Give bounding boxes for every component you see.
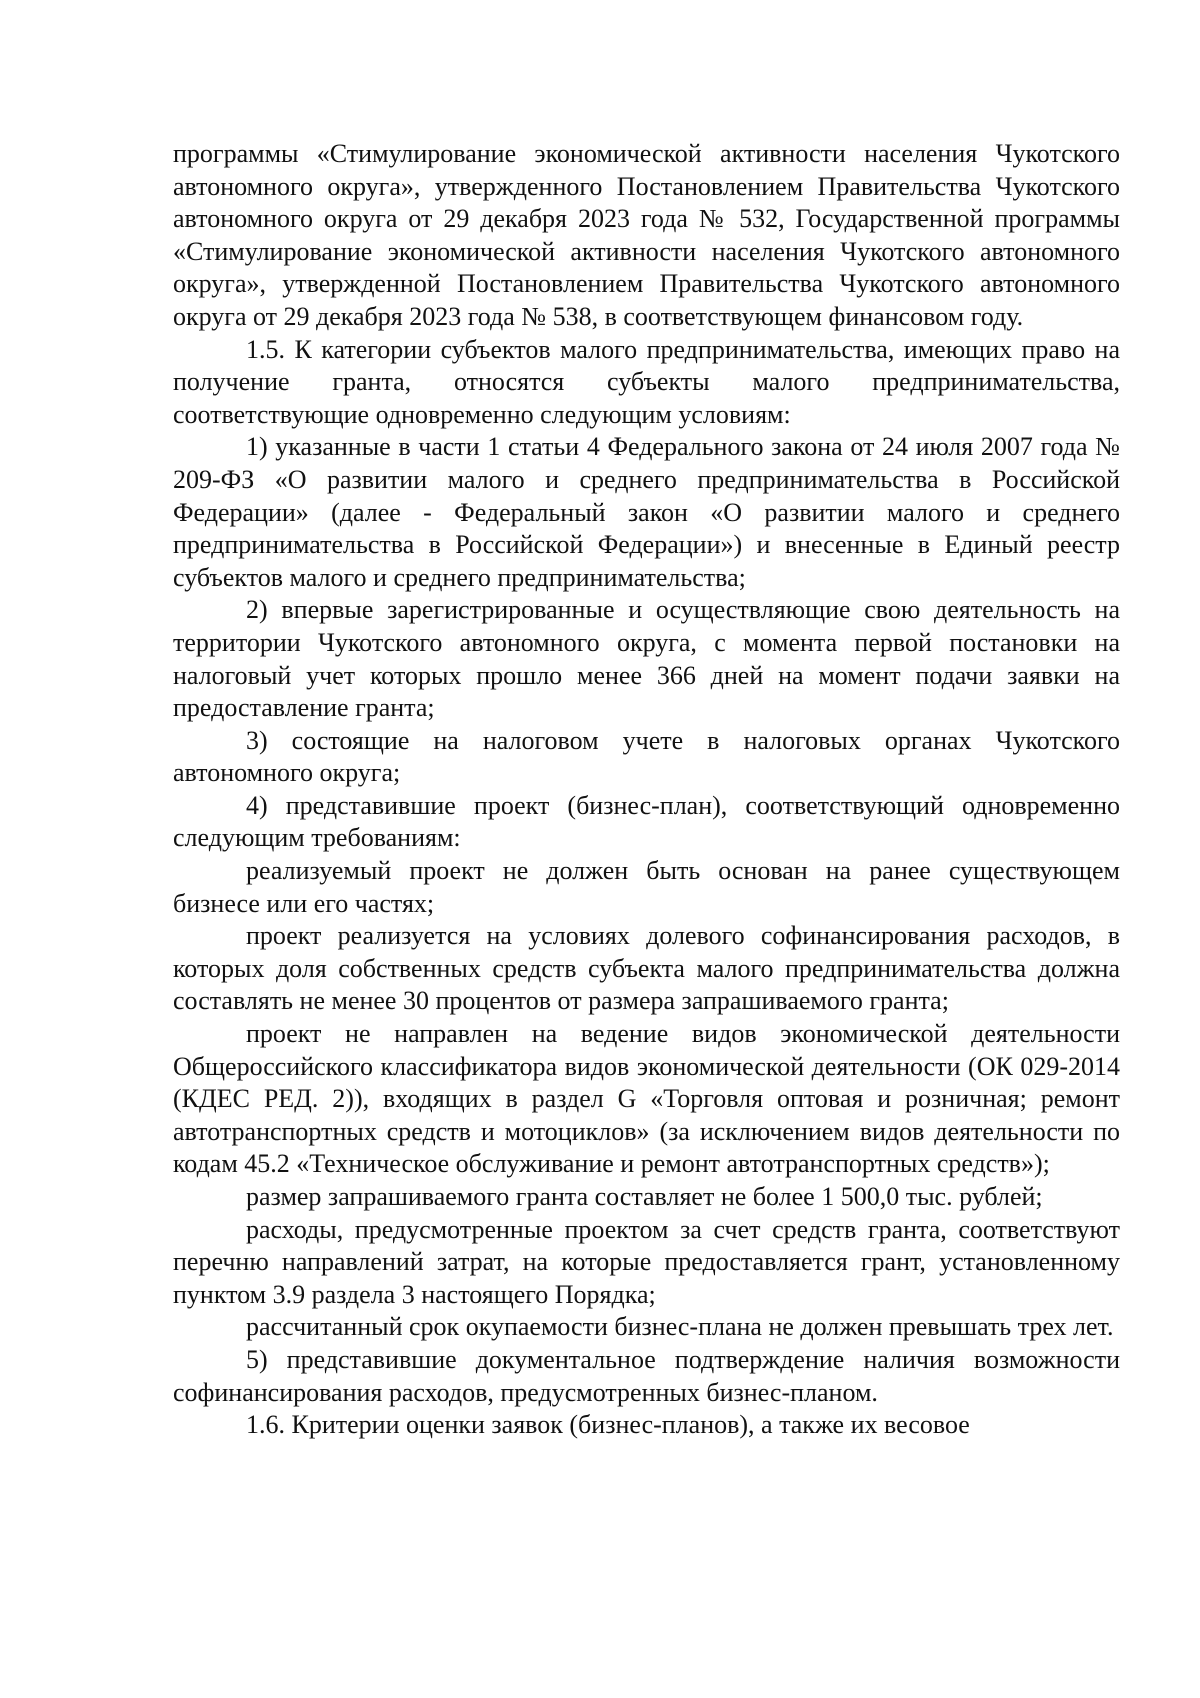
paragraph-1-6-criteria: 1.6. Критерии оценки заявок (бизнес-планов), а также их весовое [246,1410,970,1440]
paragraph-requirement-grant-size: размер запрашиваемого гранта составляет не более 1 500,0 тыс. рублей; [246,1182,1043,1211]
paragraph-condition-5: 5) представившие документальное подтверждение наличия возможности софинансирования расходов, предусмотренных бизнес-планом. [173,1344,1120,1407]
paragraph-condition-1: 1) указанные в части 1 статьи 4 Федерального закона от 24 июля 2007 года № 209-ФЗ «О развитии малого и среднего предпринимательства в Российской Федерации» (далее - Федеральный закон «О развитии малого и среднего предпринимательства в Российской Федерации») и внесенные в Единый реестр субъектов малого и среднего предпринимательства; [173,432,1120,592]
paragraph-requirement-cofinancing: проект реализуется на условиях долевого софинансирования расходов, в которых доля собственных средств субъекта малого предпринимательства должна составлять не менее 30 процентов от размера запрашиваемого гранта; [173,921,1120,1016]
paragraph-condition-4: 4) представившие проект (бизнес-план), соответствующий одновременно следующим требованиям: [173,790,1120,853]
paragraph-requirement-not-existing-business: реализуемый проект не должен быть основан на ранее существующем бизнесе или его частях; [173,856,1120,918]
paragraph-condition-2: 2) впервые зарегистрированные и осуществляющие свою деятельность на территории Чукотского автономного округа, с момента первой постановки на налоговый учет которых прошло менее 366 дней на момент подачи заявки на предоставление гранта; [173,595,1120,723]
paragraph-1-5-categories: 1.5. К категории субъектов малого предпринимательства, имеющих право на получение гранта, относятся субъекты малого предпринимательства, соответствующие одновременно следующим условиям: [173,334,1120,429]
paragraph-program-reference: программы «Стимулирование экономической активности населения Чукотского автономного округа», утвержденного Постановлением Правительства Чукотского автономного округа от 29 декабря 2023 года № 532, Государственной программы «Стимулирование экономической активности населения Чукотского автономного округа», утвержденной Постановлением Правительства Чукотского автономного округа от 29 декабря 2023 года № 538, в соответствующем финансовом году. [173,139,1120,331]
paragraph-requirement-expenses: расходы, предусмотренные проектом за счет средств гранта, соответствуют перечню направлений затрат, на которые предоставляется грант, установленному пунктом 3.9 раздела 3 настоящего Порядка; [173,1214,1120,1309]
document-page [173,138,1120,1442]
paragraph-requirement-okved-exclusion: проект не направлен на ведение видов экономической деятельности Общероссийского классификатора видов экономической деятельности (ОК 029-2014 (КДЕС РЕД. 2)), входящих в раздел G «Торговля оптовая и розничная; ремонт автотранспортных средств и мотоциклов» (за исключением видов деятельности по кодам 45.2 «Техническое обслуживание и ремонт автотранспортных средств»); [173,1019,1120,1179]
paragraph-requirement-payback: рассчитанный срок окупаемости бизнес-плана не должен превышать трех лет. [246,1312,1114,1342]
paragraph-condition-3: 3) состоящие на налоговом учете в налоговых органах Чукотского автономного округа; [173,725,1120,788]
